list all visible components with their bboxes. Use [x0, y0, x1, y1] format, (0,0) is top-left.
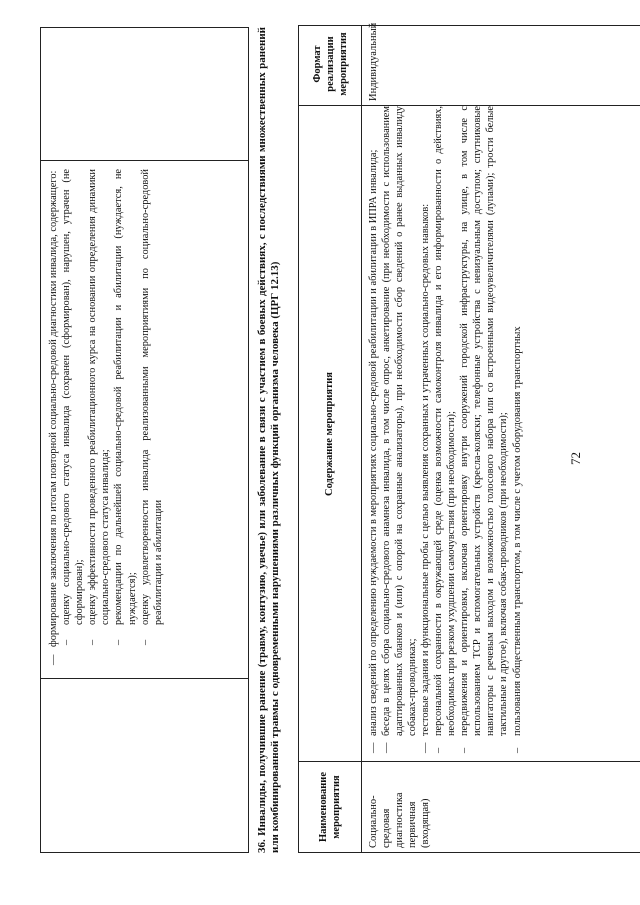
list-item: – оценку социально-средового статуса инвалида (сохранен (сформирован), нарушен, утрачен (не сформирован); — [61, 169, 86, 645]
continuation-format-cell — [41, 28, 248, 161]
activity-name: Социально-средовая диагностика первичная (входящая) — [368, 792, 431, 848]
column-divider — [299, 761, 640, 762]
section-heading: 36. Инвалиды, получившие ранение (травму, контузию, увечье) или заболевание в связи с участием в боевых действиях, с последствиями множественных ранений или комбинированной травмы с одновременными нарушениями различных функций организма человека (ЦРГ 12.13) — [256, 27, 282, 853]
continuation-table — [40, 27, 249, 853]
list-item: – оценку удовлетворенности инвалида реализованными мероприятиями по социально-средовой реабилитации и абилитации — [139, 169, 164, 645]
list-item: – передвижения и ориентировки, включая ориентировку внутри сооружений городской инфраструктуры, на улице, в том числе с использованием ТСР и вспомогательных устройств (кресла-коляски; телефонные устройства с невизуальным доступом; спутниковые навигаторы с речевым выходом и возможностью голосового набора или со встроенными видеоувеличителями (лупами); трости белые тактильные и другое), включая собак-проводников (при необходимости); — [459, 106, 510, 753]
list-item: — тестовые задания и функциональные пробы с целью выявления сохранных и утраченных социально-средовых навыков: — [420, 203, 432, 753]
header-content: Содержание мероприятия — [324, 372, 335, 497]
activities-table — [298, 22, 640, 853]
list-item: – оценку эффективности проведенного реабилитационного курса на основании определения динамики социально-средового статуса инвалида; — [87, 169, 112, 645]
list-item: — беседа в целях сбора социально-средового анамнеза инвалида, в том числе опрос, анкетирование (при необходимости с использованием адаптированных бланков и (или) с опорой на сохранные анализаторы), при необходимости сбор сведений о ранее выданных инвалиду собаках-проводниках; — [381, 106, 419, 753]
list-item: – пользования общественным транспортом, в том числе с учетом оборудования транспортных — [511, 326, 523, 753]
list-item: — анализ сведений по определению нуждаемости в мероприятиях социально-средовой реабилитации и абилитации в ИПРА инвалида; — [368, 149, 379, 753]
continuation-name-cell — [41, 678, 248, 852]
activity-content — [367, 106, 524, 756]
list-item: – рекомендации по дальнейшей социально-средовой реабилитации и абилитации (нуждается, не нуждается); — [113, 169, 138, 645]
list-item: — формирование заключения по итогам повторной социально-средовой диагностики инвалида, содержащего: — [48, 170, 59, 665]
header-name: Наименование мероприятия — [318, 772, 342, 842]
continuation-content-cell — [47, 169, 165, 669]
header-divider — [361, 26, 362, 852]
activity-format: Индивидуальный — [368, 22, 379, 101]
list-item: – персональной сохранности в окружающей среде (оценка возможности самоконтроля инвалида и его информированности о действиях, необходимых при резком ухудшении самочувствия (при необходимости); — [433, 106, 458, 753]
page-number: 72 — [568, 452, 583, 465]
header-format: Формат реализации мероприятия — [312, 32, 349, 96]
